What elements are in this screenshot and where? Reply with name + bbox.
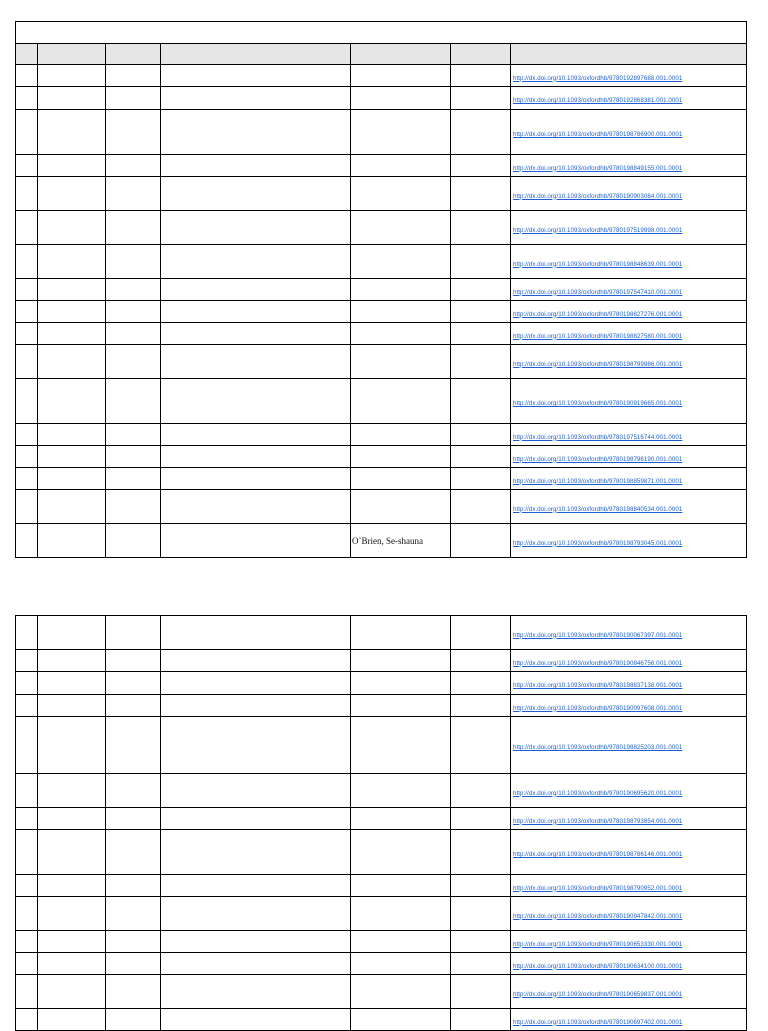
empty-cell — [38, 830, 106, 875]
table-row — [16, 650, 747, 672]
empty-cell — [106, 177, 161, 211]
doi-link-cell — [511, 110, 747, 155]
doi-link[interactable]: http://dx.doi.org/10.1093/oxfordhb/9780190067397.001.0001 — [513, 631, 683, 639]
empty-cell — [16, 245, 38, 279]
doi-link-cell — [511, 953, 747, 975]
table-row — [16, 897, 747, 931]
author-cell — [351, 177, 451, 211]
author-cell — [351, 616, 451, 650]
empty-cell — [451, 931, 511, 953]
empty-cell — [106, 490, 161, 524]
empty-cell — [106, 524, 161, 558]
empty-cell — [451, 379, 511, 424]
table-row — [16, 931, 747, 953]
empty-cell — [106, 830, 161, 875]
author-cell — [351, 897, 451, 931]
empty-cell — [38, 301, 106, 323]
empty-cell — [161, 672, 351, 695]
empty-cell — [106, 323, 161, 345]
author-cell — [351, 672, 451, 695]
doi-link-cell — [511, 87, 747, 110]
doi-link-cell — [511, 468, 747, 490]
doi-link[interactable]: http://dx.doi.org/10.1093/oxfordhb/9780198837138.001.0001 — [513, 682, 683, 689]
empty-cell — [16, 468, 38, 490]
empty-cell — [161, 695, 351, 717]
header-cell — [38, 44, 106, 65]
empty-cell — [16, 672, 38, 695]
empty-cell — [38, 695, 106, 717]
empty-cell — [161, 808, 351, 830]
author-cell — [351, 830, 451, 875]
author-cell — [351, 953, 451, 975]
author-cell — [351, 975, 451, 1009]
empty-cell — [451, 953, 511, 975]
empty-cell — [106, 345, 161, 379]
empty-cell — [16, 379, 38, 424]
empty-cell — [451, 672, 511, 695]
doi-link-cell — [511, 490, 747, 524]
empty-cell — [106, 695, 161, 717]
empty-cell — [106, 468, 161, 490]
empty-cell — [38, 1009, 106, 1031]
empty-cell — [451, 616, 511, 650]
empty-cell — [106, 155, 161, 177]
doi-link-cell — [511, 897, 747, 931]
empty-cell — [161, 524, 351, 558]
empty-cell — [161, 830, 351, 875]
empty-cell — [38, 490, 106, 524]
empty-cell — [16, 695, 38, 717]
header-cell — [351, 44, 451, 65]
author-cell — [351, 490, 451, 524]
doi-link-cell — [511, 379, 747, 424]
doi-link[interactable]: http://dx.doi.org/10.1093/oxfordhb/9780190903084.001.0001 — [513, 192, 683, 200]
empty-cell — [106, 87, 161, 110]
empty-cell — [161, 245, 351, 279]
empty-cell — [38, 650, 106, 672]
empty-cell — [38, 975, 106, 1009]
doi-link[interactable]: http://dx.doi.org/10.1093/oxfordhb/9780198793854.001.0001 — [513, 817, 683, 825]
author-cell — [351, 211, 451, 245]
empty-cell — [161, 975, 351, 1009]
empty-cell — [106, 245, 161, 279]
author-cell — [351, 65, 451, 87]
empty-cell — [161, 717, 351, 774]
table-row — [16, 774, 747, 808]
empty-cell — [161, 177, 351, 211]
table-header-row — [16, 44, 747, 65]
empty-cell — [106, 717, 161, 774]
empty-cell — [161, 301, 351, 323]
empty-cell — [106, 975, 161, 1009]
table-row — [16, 279, 747, 301]
empty-cell — [161, 897, 351, 931]
empty-cell — [451, 110, 511, 155]
doi-link[interactable]: http://dx.doi.org/10.1093/oxfordhb/9780198840534.001.0001 — [513, 505, 683, 513]
empty-cell — [161, 875, 351, 897]
empty-cell — [16, 650, 38, 672]
empty-cell — [38, 379, 106, 424]
empty-cell — [106, 1009, 161, 1031]
empty-cell — [106, 774, 161, 808]
author-cell — [351, 301, 451, 323]
empty-cell — [38, 245, 106, 279]
doi-link[interactable]: http://dx.doi.org/10.1093/oxfordhb/9780198796190.001.0001 — [513, 455, 683, 463]
doi-link-cell — [511, 155, 747, 177]
header-cell — [161, 44, 351, 65]
table-row — [16, 345, 747, 379]
doi-link-cell — [511, 975, 747, 1009]
empty-cell — [451, 650, 511, 672]
doi-link-cell — [511, 717, 747, 774]
empty-cell — [451, 717, 511, 774]
empty-cell — [451, 830, 511, 875]
doi-link-cell — [511, 1009, 747, 1031]
empty-cell — [161, 931, 351, 953]
empty-cell — [38, 87, 106, 110]
empty-cell — [161, 446, 351, 468]
empty-cell — [451, 345, 511, 379]
doi-link[interactable]: http://dx.doi.org/10.1093/oxfordhb/9780198827580.001.0001 — [513, 332, 683, 340]
empty-cell — [38, 468, 106, 490]
author-cell — [351, 774, 451, 808]
empty-cell — [161, 1009, 351, 1031]
doi-link-cell — [511, 245, 747, 279]
author-cell — [351, 468, 451, 490]
empty-cell — [16, 490, 38, 524]
empty-cell — [38, 897, 106, 931]
empty-cell — [451, 424, 511, 446]
empty-cell — [38, 279, 106, 301]
doi-link[interactable]: http://dx.doi.org/10.1093/oxfordhb/9780198825203.001.0001 — [513, 744, 683, 751]
empty-cell — [161, 650, 351, 672]
empty-cell — [38, 616, 106, 650]
empty-cell — [16, 65, 38, 87]
empty-cell — [38, 155, 106, 177]
table-row — [16, 65, 747, 87]
table-row — [16, 155, 747, 177]
header-cell — [16, 44, 38, 65]
empty-cell — [106, 211, 161, 245]
doi-link-cell — [511, 301, 747, 323]
empty-cell — [16, 279, 38, 301]
author-cell — [351, 110, 451, 155]
table-row — [16, 110, 747, 155]
doi-link[interactable]: http://dx.doi.org/10.1093/oxfordhb/9780190695620.001.0001 — [513, 789, 683, 797]
empty-cell — [161, 490, 351, 524]
doi-link[interactable]: http://dx.doi.org/10.1093/oxfordhb/9780197516744.001.0001 — [513, 433, 683, 441]
empty-cell — [106, 446, 161, 468]
empty-cell — [38, 774, 106, 808]
empty-cell — [451, 245, 511, 279]
empty-cell — [451, 211, 511, 245]
empty-cell — [161, 323, 351, 345]
author-cell — [351, 379, 451, 424]
doi-link[interactable]: http://dx.doi.org/10.1093/oxfordhb/9780198849155.001.0001 — [513, 164, 683, 172]
author-cell — [351, 717, 451, 774]
empty-cell — [16, 424, 38, 446]
doi-link-cell — [511, 830, 747, 875]
doi-link[interactable]: http://dx.doi.org/10.1093/oxfordhb/9780198786900.001.0001 — [513, 131, 683, 138]
empty-cell — [16, 774, 38, 808]
empty-cell — [16, 808, 38, 830]
author-cell — [351, 87, 451, 110]
empty-cell — [161, 87, 351, 110]
doi-link[interactable]: http://dx.doi.org/10.1093/oxfordhb/9780192897688.001.0001 — [513, 74, 683, 82]
table-row — [16, 808, 747, 830]
empty-cell — [16, 830, 38, 875]
empty-cell — [16, 345, 38, 379]
empty-cell — [161, 468, 351, 490]
empty-cell — [451, 695, 511, 717]
header-cell — [511, 44, 747, 65]
empty-cell — [16, 931, 38, 953]
empty-cell — [16, 155, 38, 177]
empty-cell — [16, 897, 38, 931]
empty-cell — [451, 177, 511, 211]
table-row — [16, 1009, 747, 1031]
table-row — [16, 468, 747, 490]
empty-cell — [16, 616, 38, 650]
author-cell — [351, 345, 451, 379]
empty-cell — [161, 279, 351, 301]
doi-link-cell — [511, 279, 747, 301]
empty-cell — [106, 616, 161, 650]
empty-cell — [106, 650, 161, 672]
doi-link-cell — [511, 65, 747, 87]
empty-cell — [106, 279, 161, 301]
author-cell — [351, 695, 451, 717]
doi-link[interactable]: http://dx.doi.org/10.1093/oxfordhb/9780198793045.001.0001 — [513, 539, 683, 547]
doi-link[interactable]: http://dx.doi.org/10.1093/oxfordhb/9780190947842.001.0001 — [513, 912, 683, 920]
table-row — [16, 177, 747, 211]
spreadsheet-table-1 — [15, 21, 747, 558]
author-cell — [351, 808, 451, 830]
empty-cell — [106, 875, 161, 897]
spreadsheet-table-2 — [15, 615, 747, 1031]
table-row — [16, 717, 747, 774]
table-row — [16, 975, 747, 1009]
doi-link-cell — [511, 323, 747, 345]
empty-cell — [451, 323, 511, 345]
author-cell — [351, 279, 451, 301]
doi-link[interactable]: http://dx.doi.org/10.1093/oxfordhb/9780198848639.001.0001 — [513, 260, 683, 268]
empty-cell — [161, 379, 351, 424]
table-row — [16, 323, 747, 345]
author-cell — [351, 245, 451, 279]
table-title — [16, 22, 747, 44]
empty-cell — [161, 616, 351, 650]
empty-cell — [16, 446, 38, 468]
doi-link-cell — [511, 616, 747, 650]
empty-cell — [161, 345, 351, 379]
doi-link[interactable]: http://dx.doi.org/10.1093/oxfordhb/9780190919665.001.0001 — [513, 400, 683, 407]
doi-link[interactable]: http://dx.doi.org/10.1093/oxfordhb/9780190659837.001.0001 — [513, 990, 683, 998]
empty-cell — [16, 177, 38, 211]
empty-cell — [16, 87, 38, 110]
empty-cell — [16, 1009, 38, 1031]
author-cell — [351, 875, 451, 897]
author-cell: O`Brien, Se-shauna — [351, 524, 451, 558]
table-row — [16, 672, 747, 695]
empty-cell — [106, 424, 161, 446]
empty-cell — [16, 110, 38, 155]
table-row — [16, 524, 747, 558]
empty-cell — [451, 897, 511, 931]
empty-cell — [16, 717, 38, 774]
doi-link[interactable]: http://dx.doi.org/10.1093/oxfordhb/9780190653330.001.0001 — [513, 940, 683, 948]
table-row — [16, 446, 747, 468]
empty-cell — [38, 808, 106, 830]
doi-link-cell — [511, 695, 747, 717]
doi-link-cell — [511, 345, 747, 379]
empty-cell — [451, 468, 511, 490]
table-row — [16, 211, 747, 245]
empty-cell — [106, 953, 161, 975]
empty-cell — [451, 446, 511, 468]
empty-cell — [451, 975, 511, 1009]
doi-link-cell — [511, 931, 747, 953]
empty-cell — [161, 65, 351, 87]
empty-cell — [16, 524, 38, 558]
empty-cell — [106, 301, 161, 323]
empty-cell — [16, 953, 38, 975]
doi-link[interactable]: http://dx.doi.org/10.1093/oxfordhb/9780197547410.001.0001 — [513, 288, 683, 296]
empty-cell — [38, 931, 106, 953]
doi-link[interactable]: http://dx.doi.org/10.1093/oxfordhb/9780192868381.001.0001 — [513, 97, 683, 104]
author-cell — [351, 1009, 451, 1031]
empty-cell — [451, 808, 511, 830]
author-cell — [351, 650, 451, 672]
doi-link[interactable]: http://dx.doi.org/10.1093/oxfordhb/9780190846756.001.0001 — [513, 659, 683, 667]
doi-link[interactable]: http://dx.doi.org/10.1093/oxfordhb/9780198827276.001.0001 — [513, 310, 683, 318]
header-cell — [106, 44, 161, 65]
empty-cell — [106, 808, 161, 830]
empty-cell — [38, 110, 106, 155]
doi-link-cell — [511, 875, 747, 897]
doi-link-cell — [511, 774, 747, 808]
empty-cell — [161, 774, 351, 808]
empty-cell — [451, 279, 511, 301]
empty-cell — [106, 672, 161, 695]
author-cell — [351, 446, 451, 468]
table-row — [16, 379, 747, 424]
author-cell — [351, 424, 451, 446]
doi-link-cell — [511, 650, 747, 672]
author-cell — [351, 155, 451, 177]
table-row — [16, 490, 747, 524]
table-row — [16, 953, 747, 975]
empty-cell — [16, 975, 38, 1009]
empty-cell — [451, 65, 511, 87]
empty-cell — [38, 672, 106, 695]
doi-link[interactable]: http://dx.doi.org/10.1093/oxfordhb/9780197519998.001.0001 — [513, 226, 683, 234]
doi-link-cell — [511, 524, 747, 558]
empty-cell — [106, 65, 161, 87]
table-title-row — [16, 22, 747, 44]
empty-cell — [451, 301, 511, 323]
table-row — [16, 616, 747, 650]
doi-link[interactable]: http://dx.doi.org/10.1093/oxfordhb/9780190697402.001.0001 — [513, 1018, 683, 1026]
empty-cell — [161, 953, 351, 975]
empty-cell — [451, 875, 511, 897]
table-row — [16, 830, 747, 875]
empty-cell — [38, 424, 106, 446]
empty-cell — [106, 931, 161, 953]
empty-cell — [451, 524, 511, 558]
author-cell — [351, 323, 451, 345]
doi-link-cell — [511, 424, 747, 446]
doi-link[interactable]: http://dx.doi.org/10.1093/oxfordhb/9780198799986.001.0001 — [513, 360, 683, 368]
table-row — [16, 875, 747, 897]
doi-link[interactable]: http://dx.doi.org/10.1093/oxfordhb/9780198859871.001.0001 — [513, 477, 683, 485]
empty-cell — [38, 875, 106, 897]
empty-cell — [38, 323, 106, 345]
doi-link[interactable]: http://dx.doi.org/10.1093/oxfordhb/9780198790952.001.0001 — [513, 884, 683, 892]
doi-link-cell — [511, 446, 747, 468]
empty-cell — [106, 379, 161, 424]
empty-cell — [38, 65, 106, 87]
empty-cell — [451, 1009, 511, 1031]
doi-link-cell — [511, 672, 747, 695]
table-row — [16, 424, 747, 446]
doi-link-cell — [511, 211, 747, 245]
table-row — [16, 695, 747, 717]
table-row — [16, 301, 747, 323]
doi-link-cell — [511, 177, 747, 211]
doi-link-cell — [511, 808, 747, 830]
empty-cell — [161, 211, 351, 245]
empty-cell — [161, 424, 351, 446]
empty-cell — [38, 446, 106, 468]
author-cell — [351, 931, 451, 953]
table-row — [16, 87, 747, 110]
doi-link[interactable]: http://dx.doi.org/10.1093/oxfordhb/9780198786146.001.0001 — [513, 851, 683, 858]
table-row — [16, 245, 747, 279]
empty-cell — [38, 345, 106, 379]
empty-cell — [38, 524, 106, 558]
header-cell — [451, 44, 511, 65]
empty-cell — [38, 953, 106, 975]
empty-cell — [38, 177, 106, 211]
empty-cell — [106, 897, 161, 931]
empty-cell — [451, 490, 511, 524]
empty-cell — [451, 87, 511, 110]
doi-link[interactable]: http://dx.doi.org/10.1093/oxfordhb/9780190634100.001.0001 — [513, 962, 683, 970]
empty-cell — [106, 110, 161, 155]
empty-cell — [38, 717, 106, 774]
empty-cell — [161, 155, 351, 177]
empty-cell — [451, 155, 511, 177]
empty-cell — [16, 875, 38, 897]
empty-cell — [16, 323, 38, 345]
empty-cell — [16, 301, 38, 323]
doi-link[interactable]: http://dx.doi.org/10.1093/oxfordhb/9780190097608.001.0001 — [513, 704, 683, 712]
empty-cell — [38, 211, 106, 245]
empty-cell — [451, 774, 511, 808]
empty-cell — [161, 110, 351, 155]
empty-cell — [16, 211, 38, 245]
